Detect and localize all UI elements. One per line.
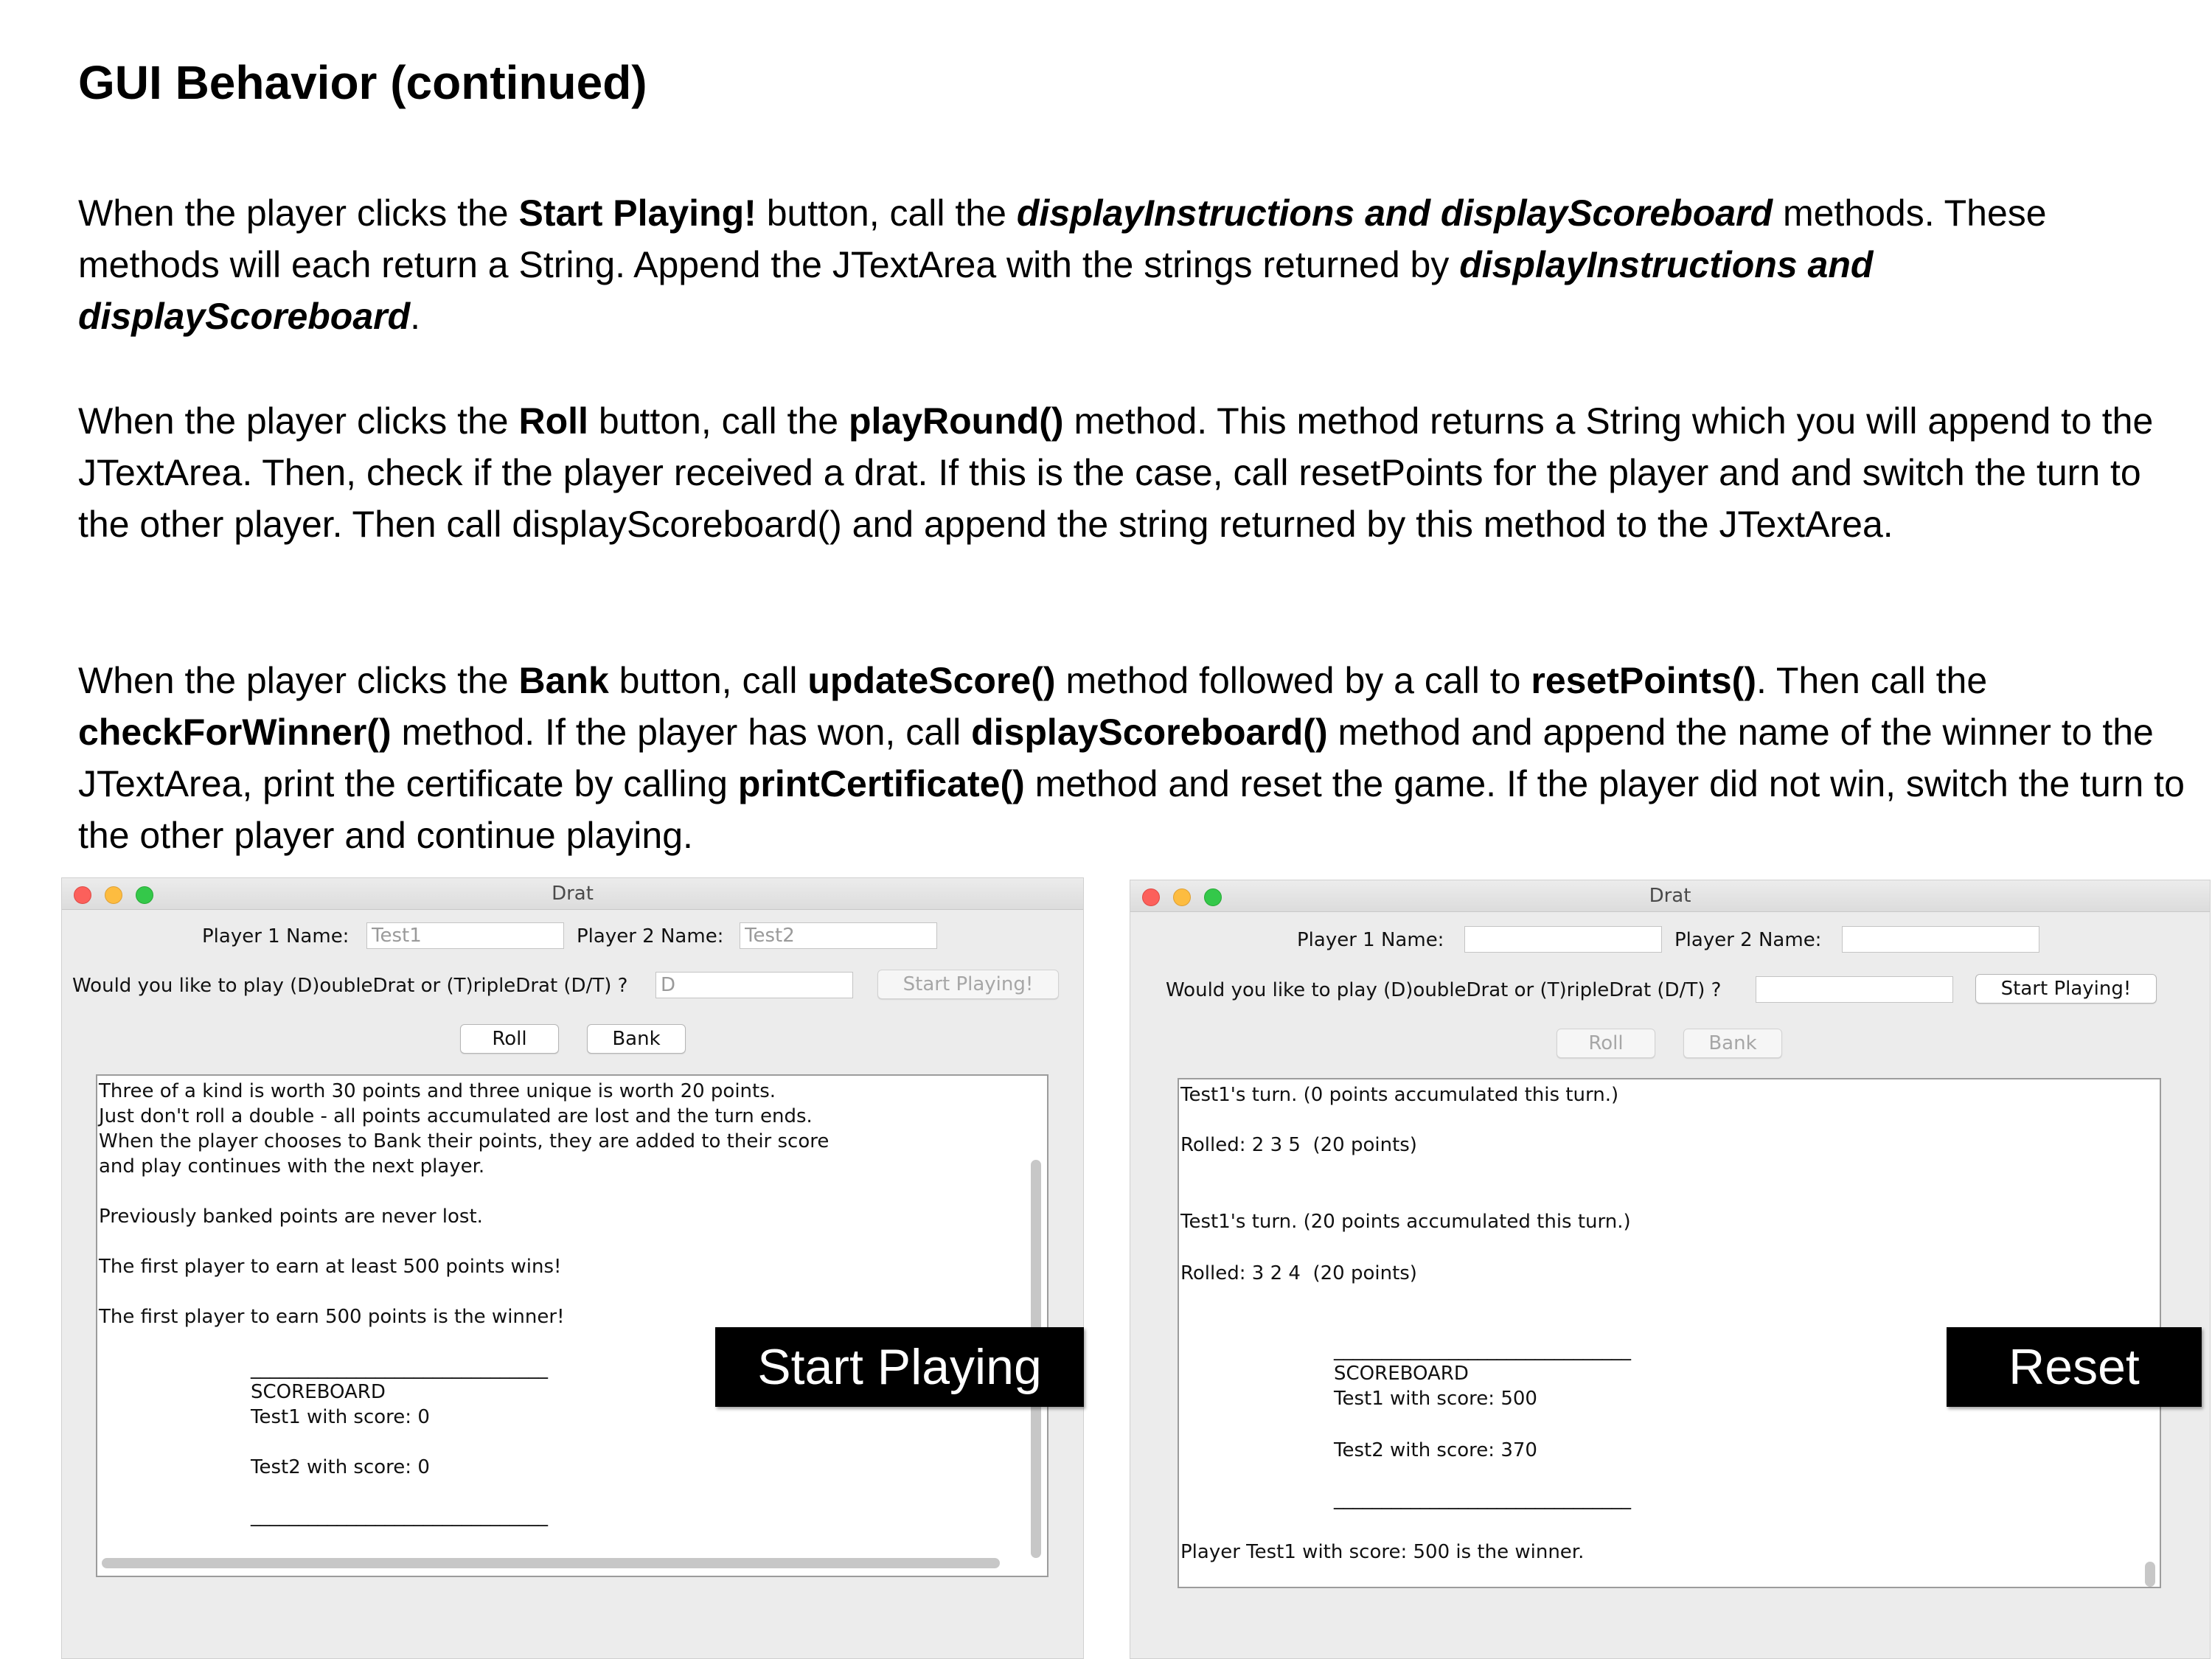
- window-titlebar[interactable]: [62, 878, 1083, 910]
- vertical-scrollbar[interactable]: [2145, 1562, 2155, 1587]
- text-line: Test1's turn. (20 points accumulated this turn.): [1180, 1211, 1631, 1233]
- score-line: Test1 with score: 500: [1334, 1388, 1537, 1410]
- bank-button[interactable]: Bank: [587, 1024, 686, 1054]
- output-textarea[interactable]: [96, 1074, 1048, 1577]
- player2-label: Player 2 Name:: [1674, 929, 1822, 951]
- bank-button[interactable]: Bank: [1683, 1029, 1782, 1058]
- text-line: Rolled: 2 3 5 (20 points): [1180, 1134, 1417, 1156]
- start-playing-button[interactable]: Start Playing!: [1975, 974, 2157, 1004]
- roll-button[interactable]: Roll: [460, 1024, 559, 1054]
- player2-label: Player 2 Name:: [577, 925, 724, 947]
- text-line: Test1's turn. (0 points accumulated this turn.): [1180, 1084, 1619, 1106]
- window-title: Drat: [1649, 885, 1691, 907]
- scoreboard-heading: SCOREBOARD: [1334, 1363, 1469, 1385]
- paragraph-roll: When the player clicks the Roll button, call the playRound() method. This method returns a String which you will append to the JTextArea. Then, check if the player received a drat. If this is the case, call resetPoints for the player and and switch the turn to the other player. Then call displayScoreboard() and append the string returned by this method to the JTextArea.: [78, 400, 2154, 545]
- mode-label: Would you like to play (D)oubleDrat or (T)ripleDrat (D/T) ?: [1166, 979, 1722, 1001]
- scoreboard-divider: _______________________________: [251, 1357, 548, 1380]
- player1-name-input[interactable]: [1464, 926, 1662, 953]
- window-title: Drat: [552, 883, 594, 905]
- text-line: and play continues with the next player.: [99, 1155, 485, 1178]
- text-line: Three of a kind is worth 30 points and three unique is worth 20 points.: [99, 1080, 776, 1102]
- mode-input[interactable]: [1756, 976, 1953, 1003]
- paragraph-bank: When the player clicks the Bank button, call updateScore() method followed by a call to resetPoints(). Then call the checkForWinner() method. If the player has won, call displayScoreboard() method and append the name of the winner to the JTextArea, print the certificate by calling printCertificate() method and reset the game. If the player did not win, switch the turn to the other player and continue playing.: [78, 660, 2185, 856]
- player2-name-input[interactable]: [1842, 926, 2039, 953]
- mode-label: Would you like to play (D)oubleDrat or (T)ripleDrat (D/T) ?: [72, 975, 628, 997]
- window-titlebar[interactable]: [1130, 880, 2210, 912]
- text-line: The first player to earn at least 500 points wins!: [99, 1256, 562, 1278]
- score-line: Test1 with score: 0: [251, 1406, 430, 1428]
- horizontal-scrollbar[interactable]: [102, 1558, 1000, 1568]
- text-line: Just don't roll a double - all points accumulated are lost and the turn ends.: [99, 1105, 813, 1127]
- player1-name-input[interactable]: [366, 922, 564, 949]
- winner-line: Player Test1 with score: 500 is the winner.: [1180, 1541, 1585, 1563]
- drat-window-reset: [1130, 880, 2211, 1659]
- caption-reset: Reset: [1947, 1327, 2202, 1407]
- text-line: Rolled: 3 2 4 (20 points): [1180, 1262, 1417, 1284]
- start-playing-button[interactable]: Start Playing!: [877, 970, 1059, 999]
- slide-title: GUI Behavior (continued): [78, 56, 647, 109]
- score-line: Test2 with score: 0: [251, 1456, 430, 1478]
- scoreboard-heading: SCOREBOARD: [251, 1381, 386, 1403]
- player2-name-input[interactable]: [740, 922, 937, 949]
- scoreboard-divider: _______________________________: [251, 1505, 548, 1527]
- paragraph-start-playing: When the player clicks the Start Playing! button, call the displayInstructions and displayScoreboard methods. These methods will each return a String. Append the JTextArea with the strings returned by displayInstructions and displayScoreboard.: [78, 192, 2047, 337]
- text-line: The first player to earn 500 points is the winner!: [99, 1306, 565, 1328]
- player1-label: Player 1 Name:: [1297, 929, 1444, 951]
- mode-input[interactable]: [655, 972, 853, 998]
- scoreboard-divider: _______________________________: [1334, 1339, 1631, 1361]
- caption-start-playing: Start Playing: [715, 1327, 1084, 1407]
- text-line: Previously banked points are never lost.: [99, 1206, 483, 1228]
- text-line: When the player chooses to Bank their points, they are added to their score: [99, 1130, 830, 1152]
- roll-button[interactable]: Roll: [1557, 1029, 1655, 1058]
- player1-label: Player 1 Name:: [202, 925, 349, 947]
- scoreboard-divider: _______________________________: [1334, 1488, 1631, 1510]
- score-line: Test2 with score: 370: [1334, 1439, 1537, 1461]
- drat-window-start: [61, 877, 1084, 1659]
